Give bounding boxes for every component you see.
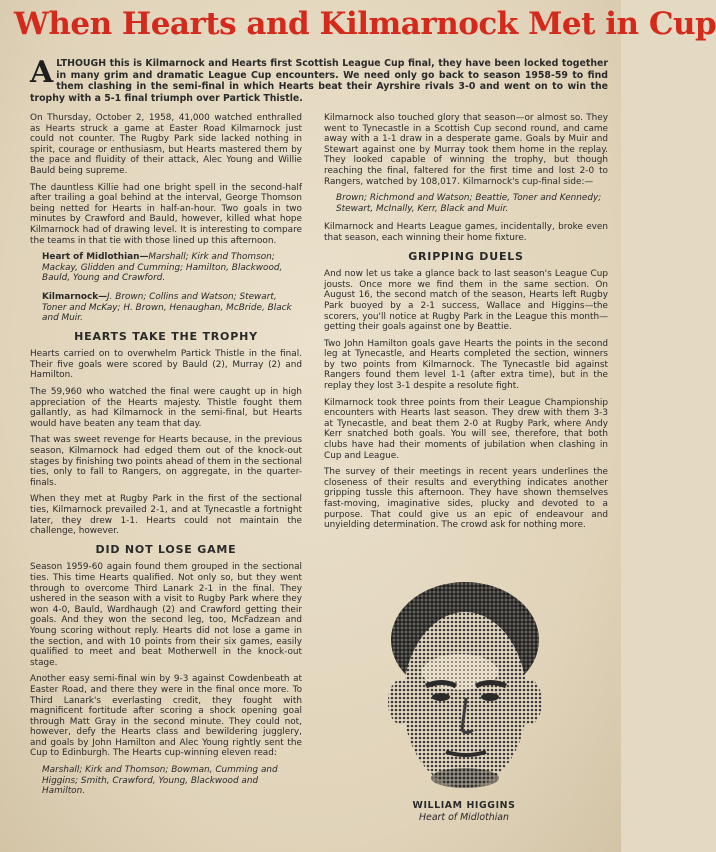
right-paragraph-6: The survey of their meetings in recent years underlines the closeness of their results and everything indicates another gripping tussle this afternoon. They have shown themselves fast-moving, imaginative sides, plucky and devoted to a purpose. That could give us an epic of endeavour and unyielding determination. The crowd ask for nothing more. [324, 467, 608, 531]
left-paragraph-4: The 59,960 who watched the final were caught up in high appreciation of the Hearts majesty. Thistle fought them gallantly, as had Kilmarnock in the semi-final, but Hearts would have beaten any team that day. [30, 387, 302, 429]
kilmarnock-final-lineup [324, 193, 608, 214]
left-paragraph-5: That was sweet revenge for Hearts because, in the previous season, Kilmarnock had edged them out of the knock-out stages by finishing two points ahead of them in the sectional ties, only to fall to Rangers, on aggregate, in the quarter-finals. [30, 435, 302, 488]
subheading-did-not-lose: DID NOT LOSE GAME [95, 542, 237, 556]
kilmarnock-final-names: Brown; Richmond and Watson; Beattie, Toner and Kennedy; Stewart, McInally, Kerr, Black and Muir. [336, 193, 602, 214]
left-paragraph-2: The dauntless Killie had one bright spell in the second-half after trailing a goal behind at the interval, George Thomson being netted for Hearts in half-an-hour. Two goals in two minutes by Crawford and Bauld, however, killed what hope Kilmarnock had of drawing level. It is interesting to compare the teams in that tie with those lined up this afternoon. [30, 182, 302, 246]
left-paragraph-1: On Thursday, October 2, 1958, 41,000 watched enthralled as Hearts struck a game at Easter Road Kilmarnock just could not counter. The Rugby Park side lacked nothing in spirit, courage or enthusiasm, but Hearts mastered them by the pace and fluidity of their attack, Alec Young and Willie Bauld being supreme. [30, 113, 302, 176]
lead-text: LTHOUGH this is Kilmarnock and Hearts first Scottish League Cup final, they have been locked together in many grim and dramatic League Cup encounters. We need only go back to season 1958-59 to find them clashing in the semi-final in which Hearts beat their Ayrshire rivals 3-0 and went on to win the trophy with a 5-1 final triumph over Partick Thistle. [30, 58, 608, 104]
player-portrait [378, 580, 552, 794]
portrait-caption [364, 800, 564, 824]
cup-eleven-names: Marshall; Kirk and Thomson; Bowman, Cumming and Higgins; Smith, Crawford, Young, Blackwood and Hamilton. [42, 765, 278, 797]
subheading-trophy: HEARTS TAKE THE TROPHY [74, 329, 258, 343]
player-name: WILLIAM HIGGINS [412, 800, 516, 811]
drop-cap: A [30, 55, 54, 90]
right-paragraph-5: Kilmarnock took three points from their League Championship encounters with Hearts last season. They drew with them 3-3 at Tynecastle, and beat them 2-0 at Rugby Park, where Andy Kerr snatched both goals. You will see, therefore, that both clubs have had their moments of jubilation when clashing in Cup and League. [324, 397, 608, 461]
right-column-top [324, 113, 608, 537]
left-column [30, 113, 302, 805]
right-paragraph-2: Kilmarnock and Hearts League games, incidentally, broke even that season, each winning their home fixture. [324, 222, 608, 243]
left-paragraph-3: Hearts carried on to overwhelm Partick Thistle in the final. Their five goals were scored by Bauld (2), Murray (2) and Hamilton. [30, 349, 302, 381]
subheading-gripping-duels: GRIPPING DUELS [408, 249, 524, 263]
kilmarnock-team-label: Kilmarnock— [42, 291, 108, 302]
left-paragraph-8: Another easy semi-final win by 9-3 against Cowdenbeath at Easter Road, and there they were in the final once more. To Third Lanark's everlasting credit, they fought with magnificent fortitude after scoring a shock opening goal through Matt Gray in the second minute. They could not, however, defy the Hearts class and bewildering jugglery, and goals by John Hamilton and Alec Young rightly sent the Cup to Edinburgh. The Hearts cup-winning eleven read: [30, 674, 302, 759]
headline: When Hearts and Kilmarnock Met in Cup [14, 6, 716, 42]
cup-eleven-lineup [30, 765, 302, 797]
player-club: Heart of Midlothian [419, 812, 509, 823]
kilmarnock-lineup [30, 292, 302, 324]
kilmarnock-team-names: J. Brown; Collins and Watson; Stewart, Toner and McKay; H. Brown, Henaughan, McBride, Black and Muir. [42, 291, 292, 324]
left-paragraph-7: Season 1959-60 again found them grouped in the sectional ties. This time Hearts qualified. Not only so, but they went through to overcome Third Lanark 2-1 in the final. They ushered in the season with a visit to Rugby Park where they won 4-0, Bauld, Wardhaugh (2) and Crawford getting their goals. And they won the second leg, too, McFadzean and Young scoring without reply. Hearts did not lose a game in the section, and with 10 points from their six games, easily qualified to meet and beat Motherwell in the knock-out stage. [30, 562, 302, 668]
portrait-photo [378, 580, 552, 794]
right-paragraph-1: Kilmarnock also touched glory that season—or almost so. They went to Tynecastle in a Scottish Cup second round, and came away with a 1-1 draw in a desperate game. Goals by Muir and Stewart against one by Murray took them home in the replay. They looked capable of winning the trophy, but though reaching the final, faltered for the first time and lost 2-0 to Rangers, watched by 108,017. Kilmarnock's cup-final side:— [324, 113, 608, 187]
hearts-lineup [30, 252, 302, 284]
right-paragraph-3: And now let us take a glance back to last season's League Cup jousts. Once more we find them in the same section. On August 16, the second match of the season, Hearts left Rugby Park buoyed by a 2-1 success, Wallace and Higgins—the scorers, you'll notice at Rugby Park in the League this month—getting their goals against one by Beattie. [324, 269, 608, 333]
left-paragraph-6: When they met at Rugby Park in the first of the sectional ties, Kilmarnock prevailed 2-1, and at Tynecastle a fortnight later, they drew 1-1. Hearts could not maintain the challenge, however. [30, 494, 302, 537]
hearts-team-label: Heart of Midlothian— [42, 252, 149, 263]
lead-paragraph [30, 55, 608, 104]
hearts-team-names: Marshall; Kirk and Thomson; Mackay, Glidden and Cumming; Hamilton, Blackwood, Bauld, Young and Crawford. [42, 252, 283, 284]
right-paragraph-4: Two John Hamilton goals gave Hearts the points in the second leg at Tynecastle, and Hearts completed the section, winners by two points from Kilmarnock. The Tynecastle bid against Rangers found them level 1-1 (after extra time), but in the replay they lost 3-1 despite a resolute fight. [324, 338, 608, 392]
